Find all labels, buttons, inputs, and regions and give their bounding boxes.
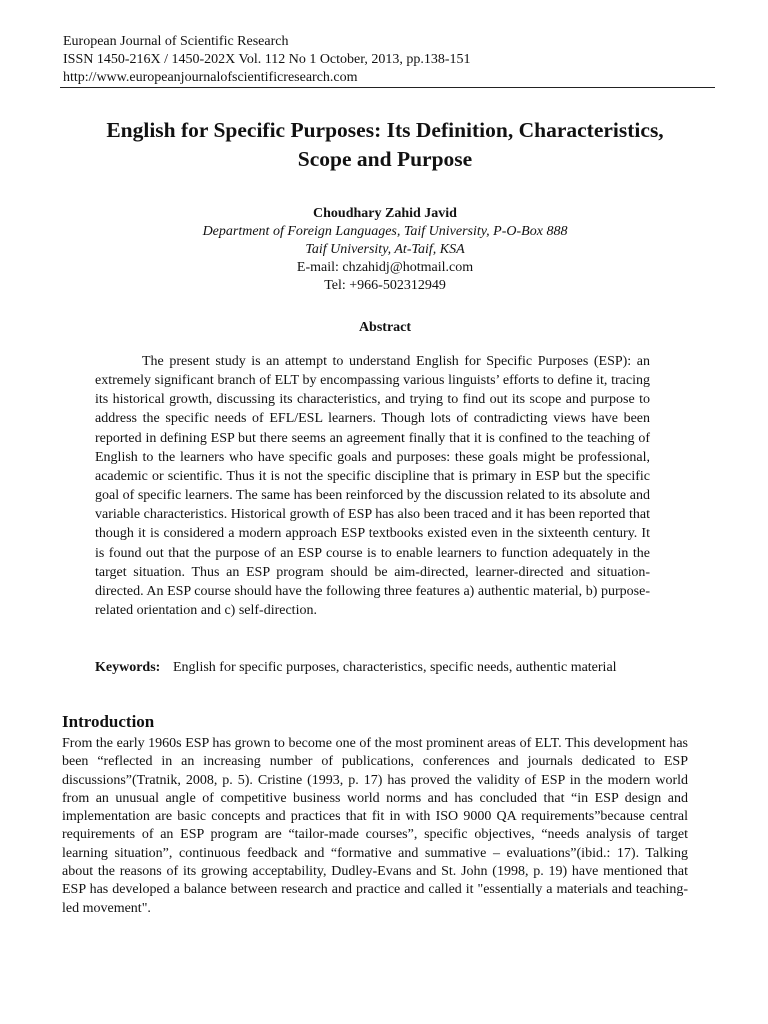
author-name: Choudhary Zahid Javid — [313, 206, 457, 221]
author-department: Department of Foreign Languages, Taif University, P-O-Box 888 — [202, 224, 568, 239]
keywords-section — [95, 659, 650, 678]
journal-issn: ISSN 1450-216X / 1450-202X Vol. 112 No 1 October, 2013, pp.138-151 — [63, 52, 471, 67]
keywords-label: Keywords: — [95, 660, 161, 675]
author-tel: Tel: +966-502312949 — [324, 278, 446, 293]
title-line-1: English for Specific Purposes: Its Definition, Characteristics, — [106, 118, 664, 142]
keywords-text: English for specific purposes, characteristics, specific needs, authentic material — [173, 660, 617, 675]
author-block — [60, 205, 710, 295]
title-line-2: Scope and Purpose — [297, 147, 473, 171]
author-email[interactable]: E-mail: chzahidj@hotmail.com — [296, 260, 474, 275]
journal-name: European Journal of Scientific Research — [63, 34, 289, 49]
abstract-heading: Abstract — [358, 320, 412, 335]
abstract-text: The present study is an attempt to understand English for Specific Purposes (ESP): an extremely significant branch of ELT by encompassing various linguists’ efforts to define it, tracing its historical growth, discussing its characteristics, and trying to find out its scope and purpose to address the specific needs of EFL/ESL learners. Though lots of contradicting views have been reported in defining ESP but there seems an agreement finally that it is confined to the teaching of English to the learners who have specific goals and purposes: these goals might be professional, academic or scientific. Thus it is not the specific discipline that is primary in ESP but the specific goal of specific learners. The same has been reinforced by the discussion related to its absolute and variable characteristics. Historical growth of ESP has also been traced and it has been reported that though it is considered a modern approach ESP textbooks existed even in the sixteenth century. It is found out that the purpose of an ESP course is to enable learners to function adequately in the target situation. Thus an ESP program should be aim-directed, learner-directed and situation-directed. An ESP course should have the following three features a) authentic material, b) purpose-related orientation and c) self-direction. — [95, 354, 650, 619]
header-divider — [60, 87, 715, 88]
introduction-heading: Introduction — [62, 712, 155, 731]
paper-title — [60, 116, 710, 174]
journal-url[interactable]: http://www.europeanjournalofscientificresearch.com — [63, 70, 358, 85]
journal-header — [63, 33, 471, 87]
introduction-text: From the early 1960s ESP has grown to become one of the most prominent areas of ELT. This development has been “reflected in an increasing number of publications, conferences and journals dedicated to ESP discussions”(Tratnik, 2008, p. 5). Cristine (1993, p. 17) has proved the validity of ESP in the modern world from an unusual angle of competitive business world norms and has concluded that “in ESP design and implementation are basic concepts and practices that fit in with ISO 9000 QA requirements”because central requirements of an ESP program are “tailor-made courses”, specific objectives, “needs analysis of target learning situation”, continuous feedback and “formative and summative – evaluations”(ibid.: 17). Talking about the reasons of its growing acceptability, Dudley-Evans and St. John (1998, p. 19) have mentioned that ESP has developed a balance between research and practice and called it "essentially a materials and teaching-led movement". — [62, 736, 688, 916]
author-university: Taif University, At-Taif, KSA — [305, 242, 465, 257]
